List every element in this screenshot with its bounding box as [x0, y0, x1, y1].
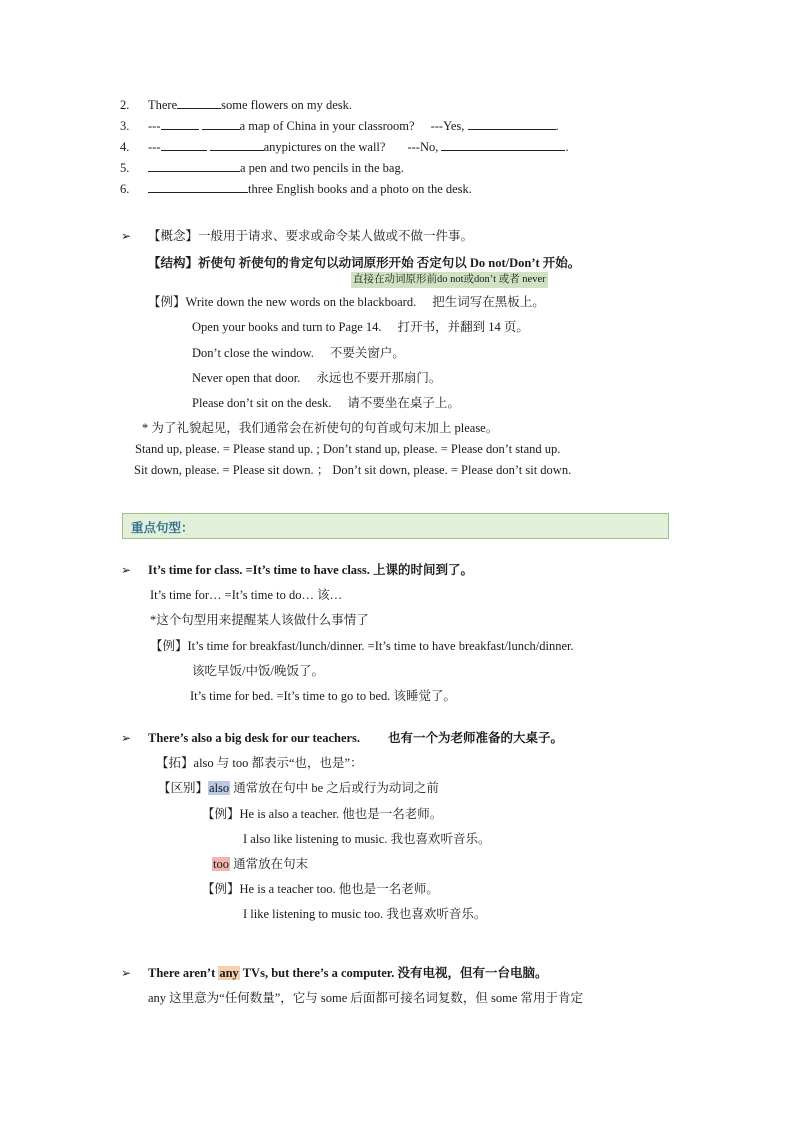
answer-blank[interactable]: [210, 139, 264, 151]
too-example-1: 【例】He is a teacher too. 他也是一名老师。: [202, 882, 439, 896]
example-3: Don’t close the window. 不要关窗户。: [192, 346, 405, 360]
pattern1-formula: It’s time for… =It’s time to do… 该…: [150, 588, 343, 602]
example-2: Open your books and turn to Page 14. 打开书，并翻到 14 页。: [192, 320, 529, 334]
answer-blank[interactable]: [202, 118, 240, 130]
bullet-arrow-icon: ➢: [121, 563, 132, 577]
pattern2-head: There’s also a big desk for our teachers. 也有一个为老师准备的大桌子。: [148, 731, 564, 745]
example-4: Never open that door. 永远也不要开那扇门。: [192, 371, 442, 385]
structure-note: 直接在动词原形前do not或don’t 或者 never: [351, 272, 548, 288]
pattern1-note: *这个句型用来提醒某人该做什么事情了: [150, 613, 369, 627]
pattern3-head: There aren’t any TVs, but there’s a computer. 没有电视，但有一台电脑。: [148, 966, 548, 980]
example-1: 【例】Write down the new words on the blackboard. 把生词写在黑板上。: [148, 295, 545, 309]
exercise-3: 3. --- a map of China in your classroom? ---Yes, .: [120, 119, 559, 133]
answer-blank[interactable]: [148, 160, 240, 172]
exercise-2: 2. There some flowers on my desk.: [120, 98, 353, 112]
also-example-2: I also like listening to music. 我也喜欢听音乐。: [243, 832, 491, 846]
pattern1-example-1-zh: 该吃早饭/中饭/晚饭了。: [192, 664, 324, 678]
answer-blank[interactable]: [177, 97, 221, 109]
exercise-5: 5. a pen and two pencils in the bag.: [120, 161, 404, 175]
section-title: 重点句型：: [131, 520, 194, 535]
too-example-2: I like listening to music too. 我也喜欢听音乐。: [243, 907, 487, 921]
bullet-arrow-icon: ➢: [121, 229, 132, 243]
pattern1-head: It’s time for class. =It’s time to have class. 上课的时间到了。: [148, 563, 474, 577]
pattern3-note: any 这里意为“任何数量”，它与 some 后面都可接名词复数，但 some 常用于肯定: [148, 991, 584, 1005]
answer-blank[interactable]: [148, 181, 248, 193]
example-5: Please don’t sit on the desk. 请不要坐在桌子上。: [192, 396, 460, 410]
too-rule: too 通常放在句末: [213, 857, 309, 871]
concept-line: 【概念】一般用于请求、要求或命令某人做或不做一件事。: [148, 229, 474, 243]
pattern1-example-2: It’s time for bed. =It’s time to go to bed. 该睡觉了。: [190, 689, 457, 703]
exercise-6: 6. three English books and a photo on the desk.: [120, 182, 472, 196]
polite-note: * 为了礼貌起见，我们通常会在祈使句的句首或句末加上 please。: [142, 421, 499, 435]
exercise-4: 4. --- anypictures on the wall? ---No, .: [120, 140, 569, 154]
structure-line: 【结构】祈使句 祈使句的肯定句以动词原形开始 否定句以 Do not/Don’t 开始。: [148, 256, 581, 270]
answer-blank[interactable]: [161, 118, 199, 130]
answer-blank[interactable]: [468, 118, 556, 130]
bullet-arrow-icon: ➢: [121, 731, 132, 745]
also-example-1: 【例】He is also a teacher. 他也是一名老师。: [202, 807, 443, 821]
answer-blank[interactable]: [441, 139, 565, 151]
bullet-arrow-icon: ➢: [121, 966, 132, 980]
pattern1-example-1: 【例】It’s time for breakfast/lunch/dinner. =It’s time to have breakfast/lunch/dinner.: [150, 639, 574, 653]
pattern2-difference: 【区别】also 通常放在句中 be 之后或行为动词之前: [158, 781, 439, 795]
answer-blank[interactable]: [161, 139, 207, 151]
pattern2-extension: 【拓】also 与 too 都表示“也，也是”：: [156, 756, 363, 770]
section-header: [122, 513, 669, 539]
polite-line-2: Sit down, please. = Please sit down. ； Don’t sit down, please. = Please don’t sit down.: [134, 463, 572, 477]
polite-line-1: Stand up, please. = Please stand up. ; Don’t stand up, please. = Please don’t stand up.: [135, 442, 561, 456]
